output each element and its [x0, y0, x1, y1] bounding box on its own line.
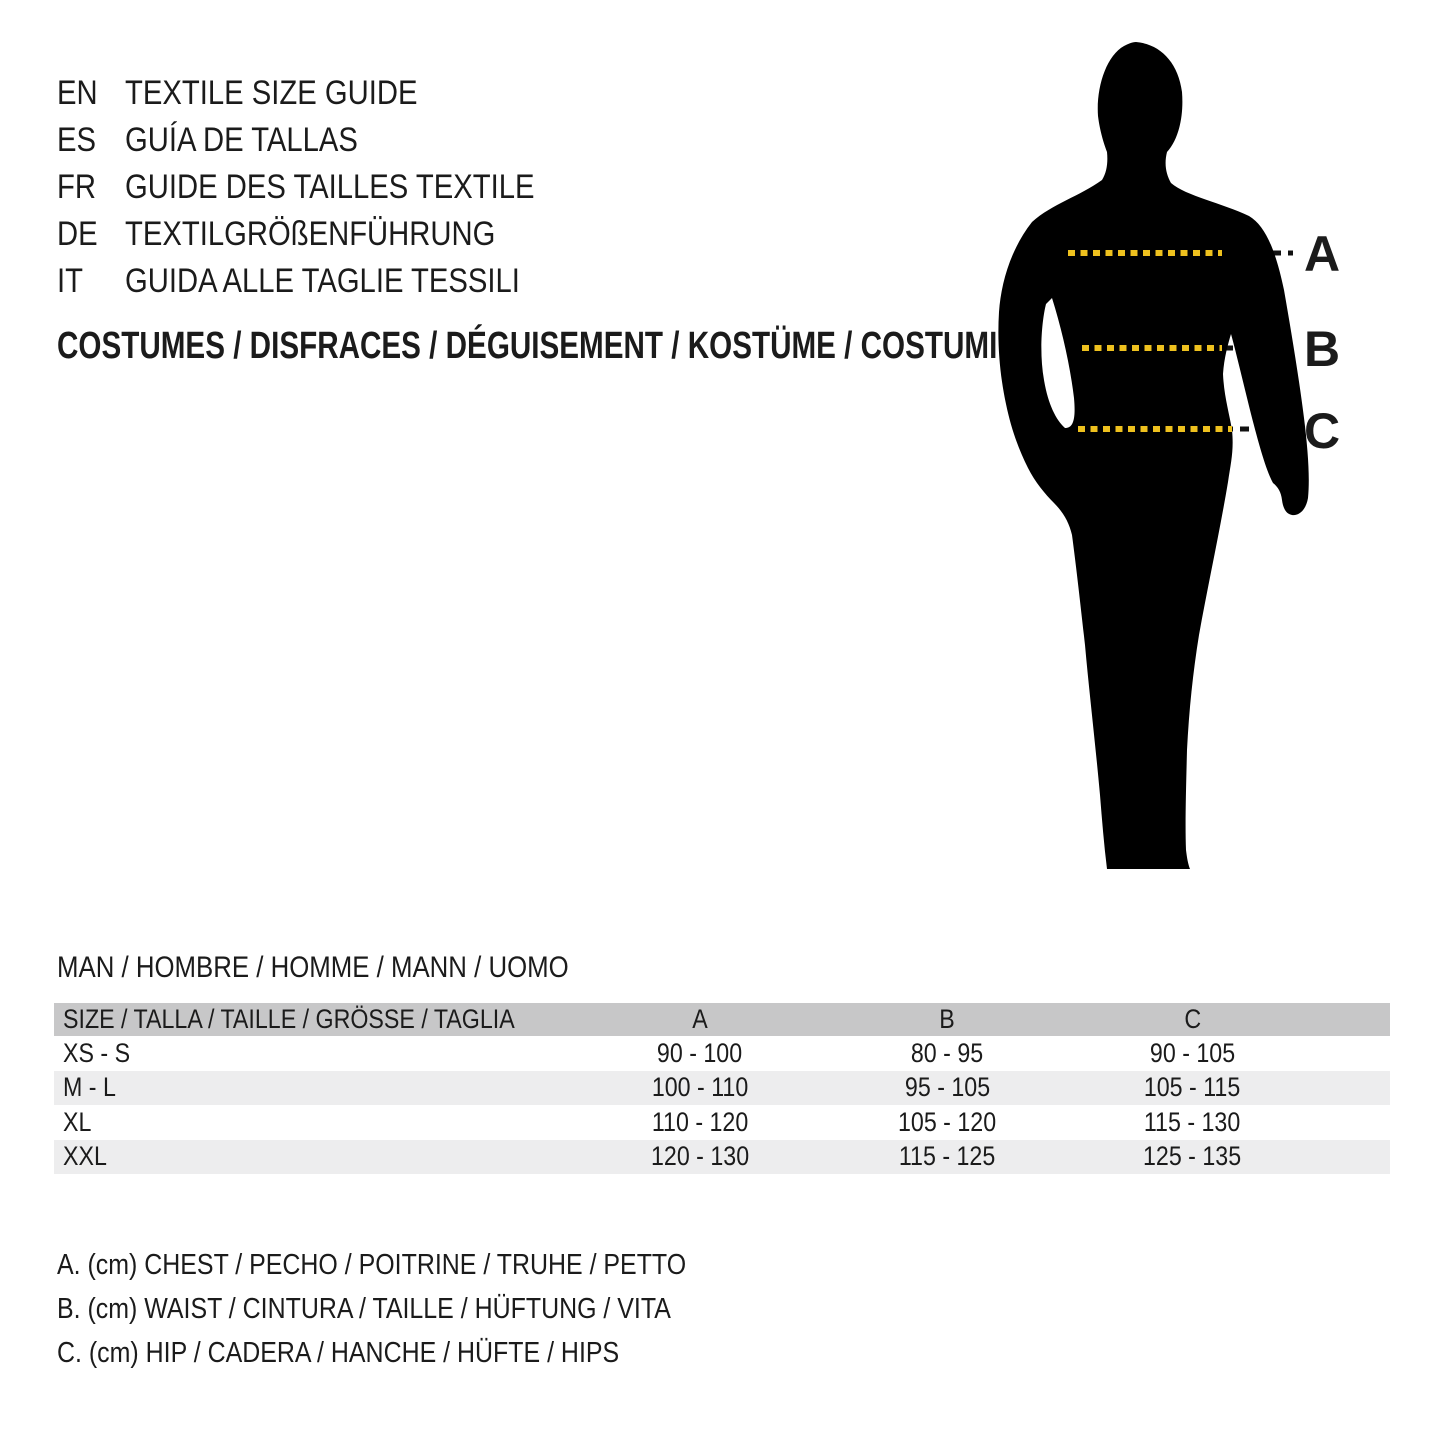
value-b: 95 - 105: [904, 1072, 991, 1103]
language-code: FR: [57, 168, 96, 206]
note-chest: A. (cm) CHEST / PECHO / POITRINE / TRUHE / PETTO: [57, 1248, 687, 1281]
language-code: IT: [57, 262, 83, 300]
value-b: 80 - 95: [911, 1037, 984, 1068]
language-row-fr: [57, 164, 601, 211]
size-cell: XL: [63, 1106, 92, 1137]
value-c: 115 - 130: [1144, 1106, 1241, 1137]
language-title: TEXTILE SIZE GUIDE: [125, 74, 418, 112]
header-col-c: C: [1184, 1004, 1201, 1034]
size-cell: M - L: [63, 1072, 116, 1103]
table-row-xs-s: [54, 1036, 1390, 1071]
label-a: A: [1304, 226, 1341, 282]
size-table: [54, 1003, 1390, 1174]
language-row-es: [57, 117, 601, 164]
language-code: EN: [57, 74, 98, 112]
value-a: 90 - 100: [657, 1037, 743, 1068]
value-a: 110 - 120: [651, 1106, 749, 1137]
table-row-m-l: [54, 1071, 1390, 1106]
language-row-it: [57, 258, 601, 305]
section-heading-man: MAN / HOMBRE / HOMME / MANN / UOMO: [57, 951, 569, 984]
language-title: TEXTILGRÖßENFÜHRUNG: [125, 215, 496, 253]
table-row-xxl: [54, 1140, 1390, 1175]
size-cell: XS - S: [63, 1037, 131, 1068]
man-silhouette: [998, 42, 1308, 869]
note-waist: B. (cm) WAIST / CINTURA / TAILLE / HÜFTUNG / VITA: [57, 1292, 671, 1325]
table-row-xl: [54, 1105, 1390, 1140]
language-code: ES: [57, 121, 97, 159]
header-size-label: SIZE / TALLA / TAILLE / GRÖSSE / TAGLIA: [63, 1004, 515, 1034]
language-title: GUIDA ALLE TAGLIE TESSILI: [125, 262, 520, 300]
header-col-b: B: [939, 1004, 956, 1034]
value-a: 100 - 110: [651, 1072, 749, 1103]
measurement-figure: [975, 30, 1445, 910]
label-c: C: [1304, 403, 1341, 459]
measurement-notes: [57, 1243, 789, 1375]
language-title: GUÍA DE TALLAS: [125, 121, 358, 159]
size-cell: XXL: [63, 1141, 107, 1172]
header-col-a: A: [692, 1004, 708, 1034]
language-code: DE: [57, 215, 98, 253]
language-title: GUIDE DES TAILLES TEXTILE: [125, 168, 535, 206]
note-hip: C. (cm) HIP / CADERA / HANCHE / HÜFTE / HIPS: [57, 1336, 620, 1369]
label-b: B: [1304, 321, 1341, 377]
category-heading: COSTUMES / DISFRACES / DÉGUISEMENT / KOSTÜME / COSTUMI: [57, 325, 998, 367]
value-c: 105 - 115: [1144, 1072, 1241, 1103]
language-row-en: [57, 70, 601, 117]
language-row-de: [57, 211, 601, 258]
language-list: [57, 70, 601, 305]
value-b: 105 - 120: [898, 1106, 997, 1137]
value-c: 125 - 135: [1143, 1141, 1242, 1172]
man-silhouette-diagram: [975, 30, 1445, 910]
value-b: 115 - 125: [899, 1141, 996, 1172]
value-a: 120 - 130: [650, 1141, 750, 1172]
value-c: 90 - 105: [1149, 1037, 1236, 1068]
size-table-header: [54, 1003, 1390, 1036]
